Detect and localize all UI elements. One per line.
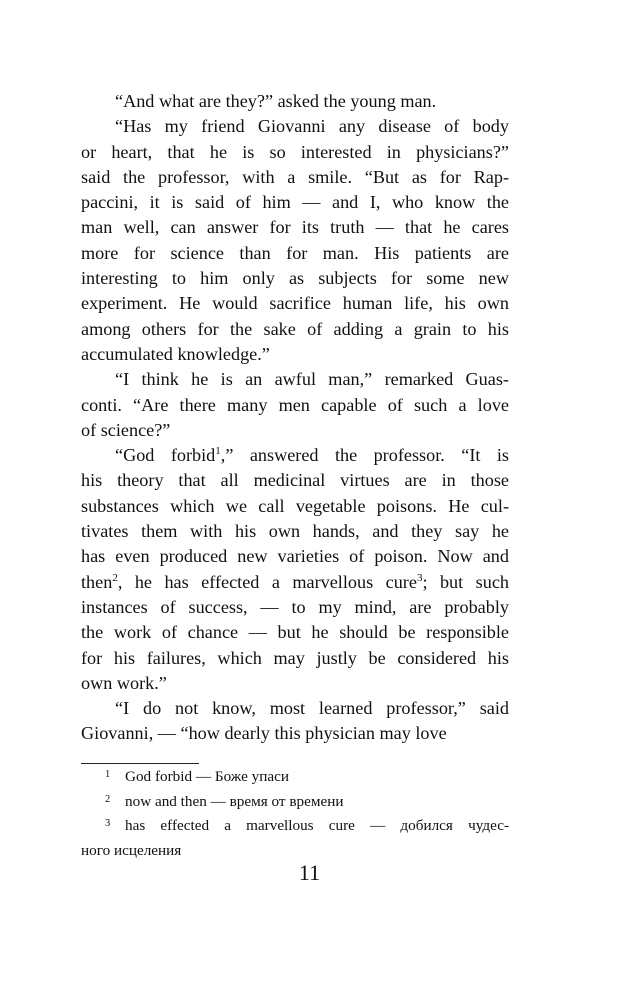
- text-line: substances which we call vegetable poisons. He cul-: [81, 495, 509, 516]
- text-line: tivates them with his own hands, and they say he: [81, 521, 509, 542]
- paragraph: [81, 696, 509, 747]
- text-line: interesting to him only as subjects for some new: [81, 268, 509, 289]
- footnote: 1 God forbid — Боже упаси: [105, 768, 289, 785]
- footnote-divider: [81, 763, 199, 764]
- footnote-reference: 2: [112, 571, 118, 584]
- text-line: the work of chance — but he should be responsible: [81, 622, 509, 643]
- text-segment: then: [81, 571, 113, 592]
- text-line: among others for the sake of adding a grain to his: [81, 318, 509, 339]
- text-line: “I do not know, most learned professor,” said: [115, 698, 509, 719]
- text-segment: “God forbid: [115, 445, 216, 466]
- text-line: accumulated knowledge.”: [81, 343, 270, 364]
- footnote-text: now and then — время от времени: [125, 792, 344, 810]
- text-line: [81, 443, 509, 468]
- text-line: [81, 570, 509, 595]
- text-segment: , he has effected a marvellous cure: [117, 571, 417, 592]
- text-line: more for science than for man. His patients are: [81, 242, 509, 263]
- text-line: man well, can answer for its truth — that he cares: [81, 217, 509, 238]
- footnote-text: God forbid — Боже упаси: [125, 768, 289, 785]
- footnote: 3 has effected a marvellous cure — добился чудес-: [105, 817, 509, 835]
- text-segment: ,” answered the professor. “It is: [220, 445, 509, 466]
- paragraph: [81, 89, 509, 114]
- text-line: or heart, that he is so interested in physicians?”: [81, 141, 509, 162]
- text-line: “And what are they?” asked the young man.: [115, 91, 437, 111]
- footnote-continuation: ного исцеления: [81, 841, 182, 859]
- text-line: instances of success, — to my mind, are probably: [81, 596, 509, 617]
- text-line: experiment. He would sacrifice human life, his own: [81, 293, 509, 314]
- text-segment: ; but such: [422, 571, 509, 592]
- text-line: Giovanni, — “how dearly this physician may love: [81, 723, 447, 744]
- footnotes: [81, 765, 509, 863]
- paragraph: [81, 367, 509, 443]
- footnote-text: has effected a marvellous cure — добился чудес-: [125, 817, 509, 835]
- paragraph: [81, 443, 509, 696]
- footnote: 2 now and then — время от времени: [105, 792, 344, 810]
- text-line: own work.”: [81, 672, 167, 693]
- body-text: [81, 89, 509, 747]
- text-line: for his failures, which may justly be considered his: [81, 647, 509, 668]
- text-line: “I think he is an awful man,” remarked Guas-: [115, 369, 509, 390]
- text-line: paccini, it is said of him — and I, who know the: [81, 192, 509, 213]
- text-line: has even produced new varieties of poison. Now and: [81, 546, 509, 567]
- footnote-reference: 1: [215, 445, 221, 458]
- footnote-reference: 3: [416, 571, 423, 584]
- text-line: “Has my friend Giovanni any disease of body: [115, 116, 509, 137]
- text-line: said the professor, with a smile. “But as for Rap-: [81, 166, 509, 187]
- text-line: conti. “Are there many men capable of such a love: [81, 394, 509, 415]
- text-line: of science?”: [81, 419, 171, 440]
- page-number: 11: [298, 860, 321, 885]
- paragraph: [81, 114, 509, 367]
- text-line: his theory that all medicinal virtues are in those: [81, 470, 509, 491]
